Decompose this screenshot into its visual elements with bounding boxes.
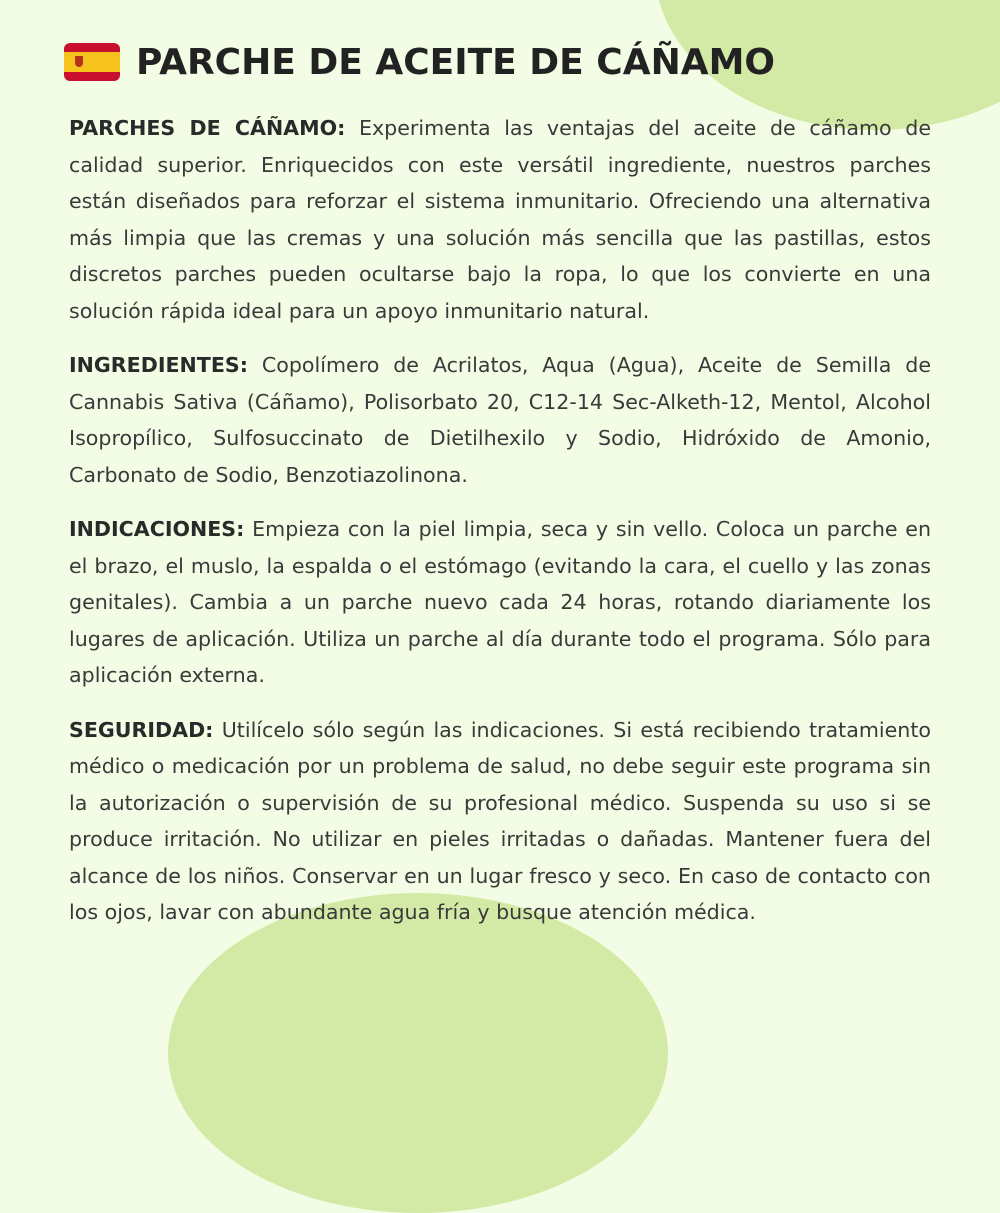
page-header (64, 34, 775, 90)
section-label: SEGURIDAD: (69, 717, 214, 742)
section-parches (69, 110, 931, 329)
section-text: Utilícelo sólo según las indicaciones. Si está recibiendo tratamiento médico o medicación por un problema de salud, no debe seguir este programa sin la autorización o supervisión de su profesional médico. Suspenda su uso si se produce irritación. No utilizar en pieles irritadas o dañadas. Mantener fuera del alcance de los niños. Conservar en un lugar fresco y seco. En caso de contacto con los ojos, lavar con abundante agua fría y busque atención médica. (69, 717, 931, 924)
section-seguridad (69, 712, 931, 931)
section-text: Copolímero de Acrilatos, Aqua (Agua), Aceite de Semilla de Cannabis Sativa (Cáñamo), Polisorbato 20, C12-14 Sec-Alketh-12, Mentol, Alcohol Isopropílico, Sulfosuccinato de Dietilhexilo y Sodio, Hidróxido de Amonio, Carbonato de Sodio, Benzotiazolinona. (69, 353, 931, 487)
spain-flag-icon (64, 43, 120, 81)
section-text: Experimenta las ventajas del aceite de cáñamo de calidad superior. Enriquecidos con este versátil ingrediente, nuestros parches están diseñados para reforzar el sistema inmunitario. Ofreciendo una alternativa más limpia que las cremas y una solución más sencilla que las pastillas, estos discretos parches pueden ocultarse bajo la ropa, lo que los convierte en una solución rápida ideal para un apoyo inmunitario natural. (69, 116, 931, 323)
section-ingredientes (69, 347, 931, 493)
section-label: INDICACIONES: (69, 517, 245, 541)
section-text: Empieza con la piel limpia, seca y sin vello. Coloca un parche en el brazo, el muslo, la espalda o el estómago (evitando la cara, el cuello y las zonas genitales). Cambia a un parche nuevo cada 24 horas, rotando diariamente los lugares de aplicación. Utiliza un parche al día durante todo el programa. Sólo para aplicación externa. (69, 517, 932, 687)
product-description (69, 110, 931, 949)
section-indicaciones (69, 511, 931, 694)
page-title: PARCHE DE ACEITE DE CÁÑAMO (136, 41, 775, 83)
section-label: PARCHES DE CÁÑAMO: (69, 116, 346, 140)
section-label: INGREDIENTES: (69, 353, 248, 377)
